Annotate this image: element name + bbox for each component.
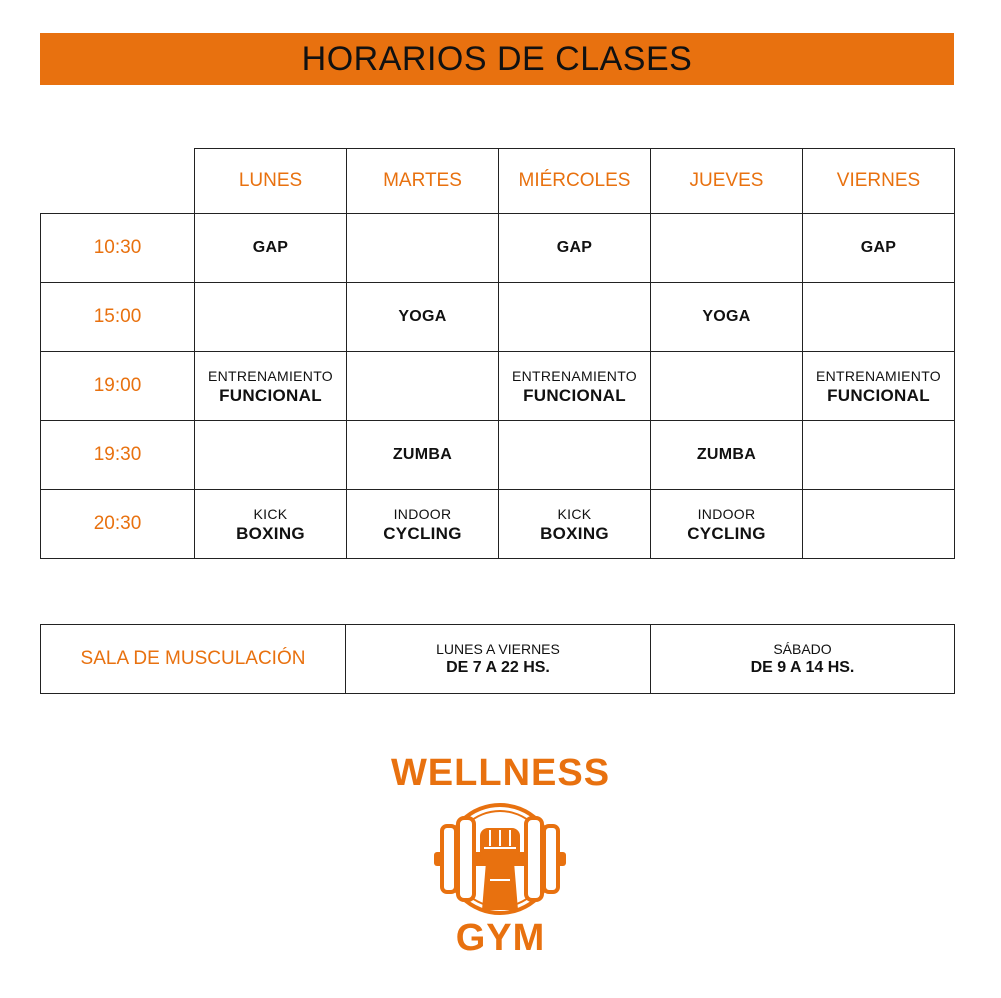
class-cell (195, 421, 347, 490)
class-cell (651, 352, 803, 421)
saturday-hours-cell (651, 625, 955, 694)
day-header-lunes: LUNES (195, 149, 347, 214)
class-cell (651, 214, 803, 283)
class-name-line2: FUNCIONAL (219, 386, 322, 405)
class-name-line1: ENTRENAMIENTO (208, 368, 333, 384)
class-cell (499, 283, 651, 352)
class-cell (195, 283, 347, 352)
class-name-line1: ENTRENAMIENTO (816, 368, 941, 384)
class-cell (651, 490, 803, 559)
time-cell: 20:30 (41, 490, 195, 559)
schedule-row (41, 490, 955, 559)
class-name-line1: ENTRENAMIENTO (512, 368, 637, 384)
class-cell (803, 421, 955, 490)
time-cell: 15:00 (41, 283, 195, 352)
day-header-jueves: JUEVES (651, 149, 803, 214)
logo-gym-text: GYM (455, 917, 546, 959)
dumbbell-fist-icon (430, 802, 570, 916)
time-cell: 19:00 (41, 352, 195, 421)
schedule-row (41, 214, 955, 283)
class-cell (195, 214, 347, 283)
class-name-line2: GAP (252, 239, 289, 256)
class-cell (499, 352, 651, 421)
class-cell (347, 490, 499, 559)
day-header-miercoles: MIÉRCOLES (499, 149, 651, 214)
logo-wellness-text: WELLNESS (390, 752, 611, 794)
schedule-header-row (41, 149, 955, 214)
class-cell (803, 214, 955, 283)
class-name-line2: ZUMBA (392, 446, 453, 463)
class-cell (803, 283, 955, 352)
class-cell (803, 490, 955, 559)
class-cell (347, 421, 499, 490)
class-name-line2: FUNCIONAL (827, 386, 930, 405)
weekday-hours-time: DE 7 A 22 HS. (446, 659, 550, 676)
class-name-line2: CYCLING (687, 524, 766, 543)
class-cell (803, 352, 955, 421)
day-header-martes: MARTES (347, 149, 499, 214)
class-cell (347, 352, 499, 421)
class-name-line2: YOGA (702, 308, 751, 325)
class-name-line2: YOGA (398, 308, 447, 325)
class-cell (499, 214, 651, 283)
day-header-viernes: VIERNES (803, 149, 955, 214)
class-cell (499, 490, 651, 559)
class-name-line2: CYCLING (383, 524, 462, 543)
class-cell (651, 421, 803, 490)
weight-room-hours-table (40, 624, 955, 694)
class-cell (347, 283, 499, 352)
weekday-hours-days: LUNES A VIERNES (436, 641, 560, 657)
class-name-line1: INDOOR (697, 506, 756, 522)
schedule-row (41, 421, 955, 490)
corner-cell (41, 149, 195, 214)
weight-room-label: SALA DE MUSCULACIÓN (80, 648, 306, 669)
saturday-hours-time: DE 9 A 14 HS. (750, 659, 855, 676)
saturday-hours-day: SÁBADO (773, 641, 832, 657)
class-schedule-table (40, 148, 955, 559)
class-name-line2: BOXING (236, 524, 305, 543)
class-cell (195, 352, 347, 421)
class-name-line2: ZUMBA (696, 446, 757, 463)
weekday-hours-cell (346, 625, 651, 694)
time-cell: 10:30 (41, 214, 195, 283)
class-cell (195, 490, 347, 559)
class-cell (499, 421, 651, 490)
schedule-row (41, 352, 955, 421)
class-name-line1: INDOOR (393, 506, 452, 522)
class-name-line2: GAP (860, 239, 897, 256)
weight-room-row (41, 625, 955, 694)
class-name-line1: KICK (557, 506, 592, 522)
class-name-line1: KICK (253, 506, 288, 522)
class-name-line2: FUNCIONAL (523, 386, 626, 405)
class-cell (651, 283, 803, 352)
title-banner (40, 33, 954, 85)
class-name-line2: GAP (556, 239, 593, 256)
time-cell: 19:30 (41, 421, 195, 490)
page-title: HORARIOS DE CLASES (301, 39, 693, 78)
schedule-row (41, 283, 955, 352)
weight-room-label-cell (41, 625, 346, 694)
class-cell (347, 214, 499, 283)
class-name-line2: BOXING (540, 524, 609, 543)
